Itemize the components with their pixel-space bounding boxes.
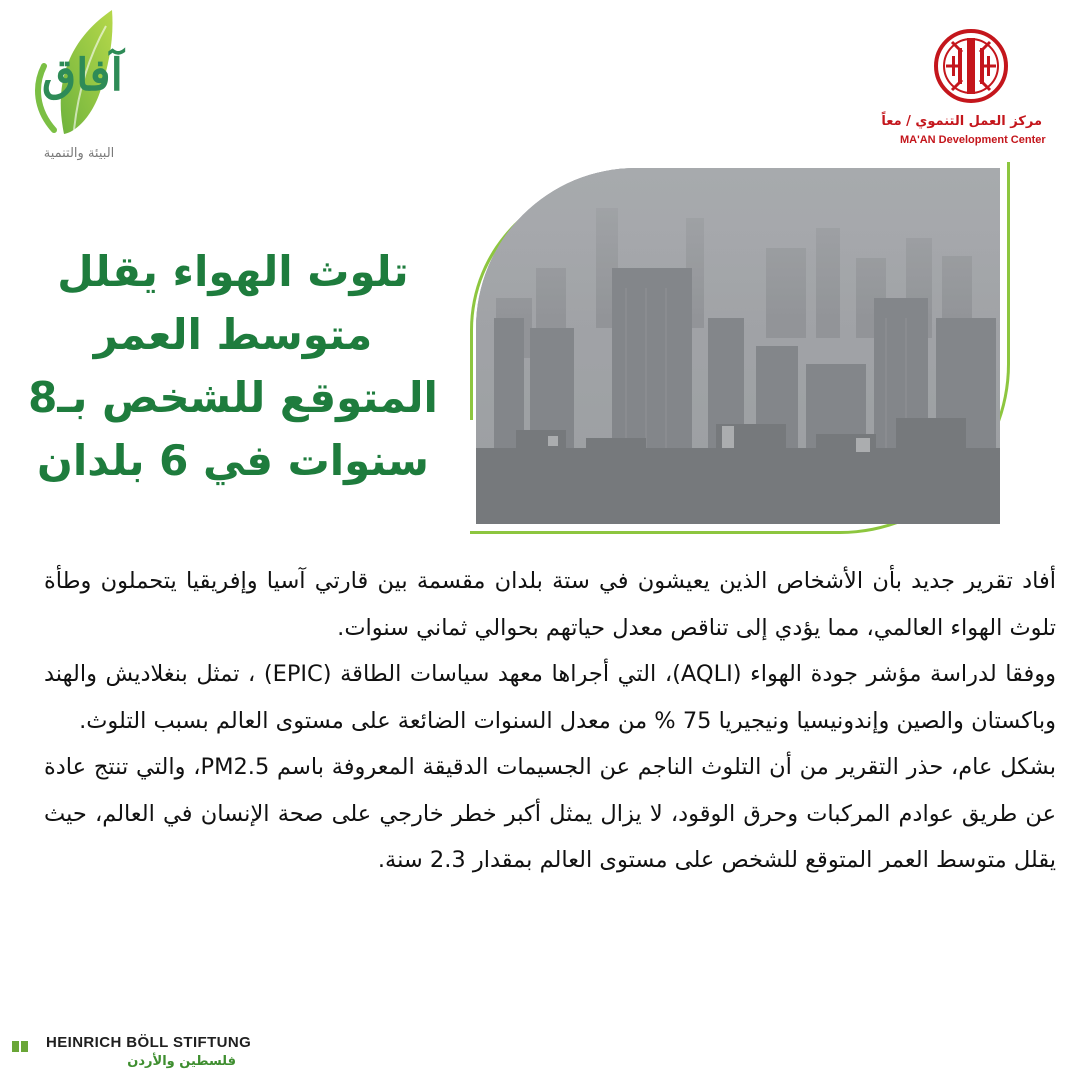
boll-mark-icon: [12, 1037, 38, 1048]
headline: تلوث الهواء يقلل متوسط العمر المتوقع للشخص بـ8 سنوات في 6 بلدان: [28, 247, 438, 485]
maan-emblem-icon: [932, 26, 1010, 108]
paragraph: بشكل عام، حذر التقرير من أن التلوث الناجم عن الجسيمات الدقيقة المعروفة باسم PM2.5، والتي تنتج عادة عن طريق عوادم المركبات وحرق الوقود، لا يزال يمثل أكبر خطر خارجي على صحة الإنسان في العالم، حيث يقلل متوسط العمر المتوقع للشخص على مستوى العالم بمقدار 2.3 سنة.: [44, 754, 1057, 873]
maan-logo: [881, 22, 1046, 156]
city-skyline-image: [476, 168, 1000, 524]
smog-city-photo: [476, 168, 1000, 524]
afaq-logo-lettering: آفاق: [42, 50, 123, 101]
paragraph: ووفقا لدراسة مؤشر جودة الهواء (AQLI)، التي أجراها معهد سياسات الطاقة (EPIC) ، تمثل بنغلاديش والهند وباكستان والصين وإندونيسيا ونيجيريا 75 % من معدل السنوات الضائعة على مستوى العالم بسبب التلوث.: [44, 661, 1057, 734]
afaq-tagline: البيئة والتنمية: [43, 146, 115, 161]
afaq-logo: [14, 6, 144, 168]
maan-name-english: MA'AN Development Center: [900, 134, 1046, 146]
boll-logo: [12, 1030, 252, 1074]
paragraph: أفاد تقرير جديد بأن الأشخاص الذين يعيشون في ستة بلدان مقسمة بين قارتي آسيا وإفريقيا يتحملون وطأة تلوث الهواء العالمي، مما يؤدي إلى تناقص معدل حياتهم بحوالي ثماني سنوات.: [44, 568, 1056, 641]
boll-region: فلسطين والأردن: [127, 1054, 236, 1069]
boll-name: HEINRICH BÖLL STIFTUNG: [46, 1034, 252, 1051]
article-body: [44, 558, 1056, 884]
maan-name-arabic: مركز العمل التنموي / معاً: [881, 114, 1042, 129]
